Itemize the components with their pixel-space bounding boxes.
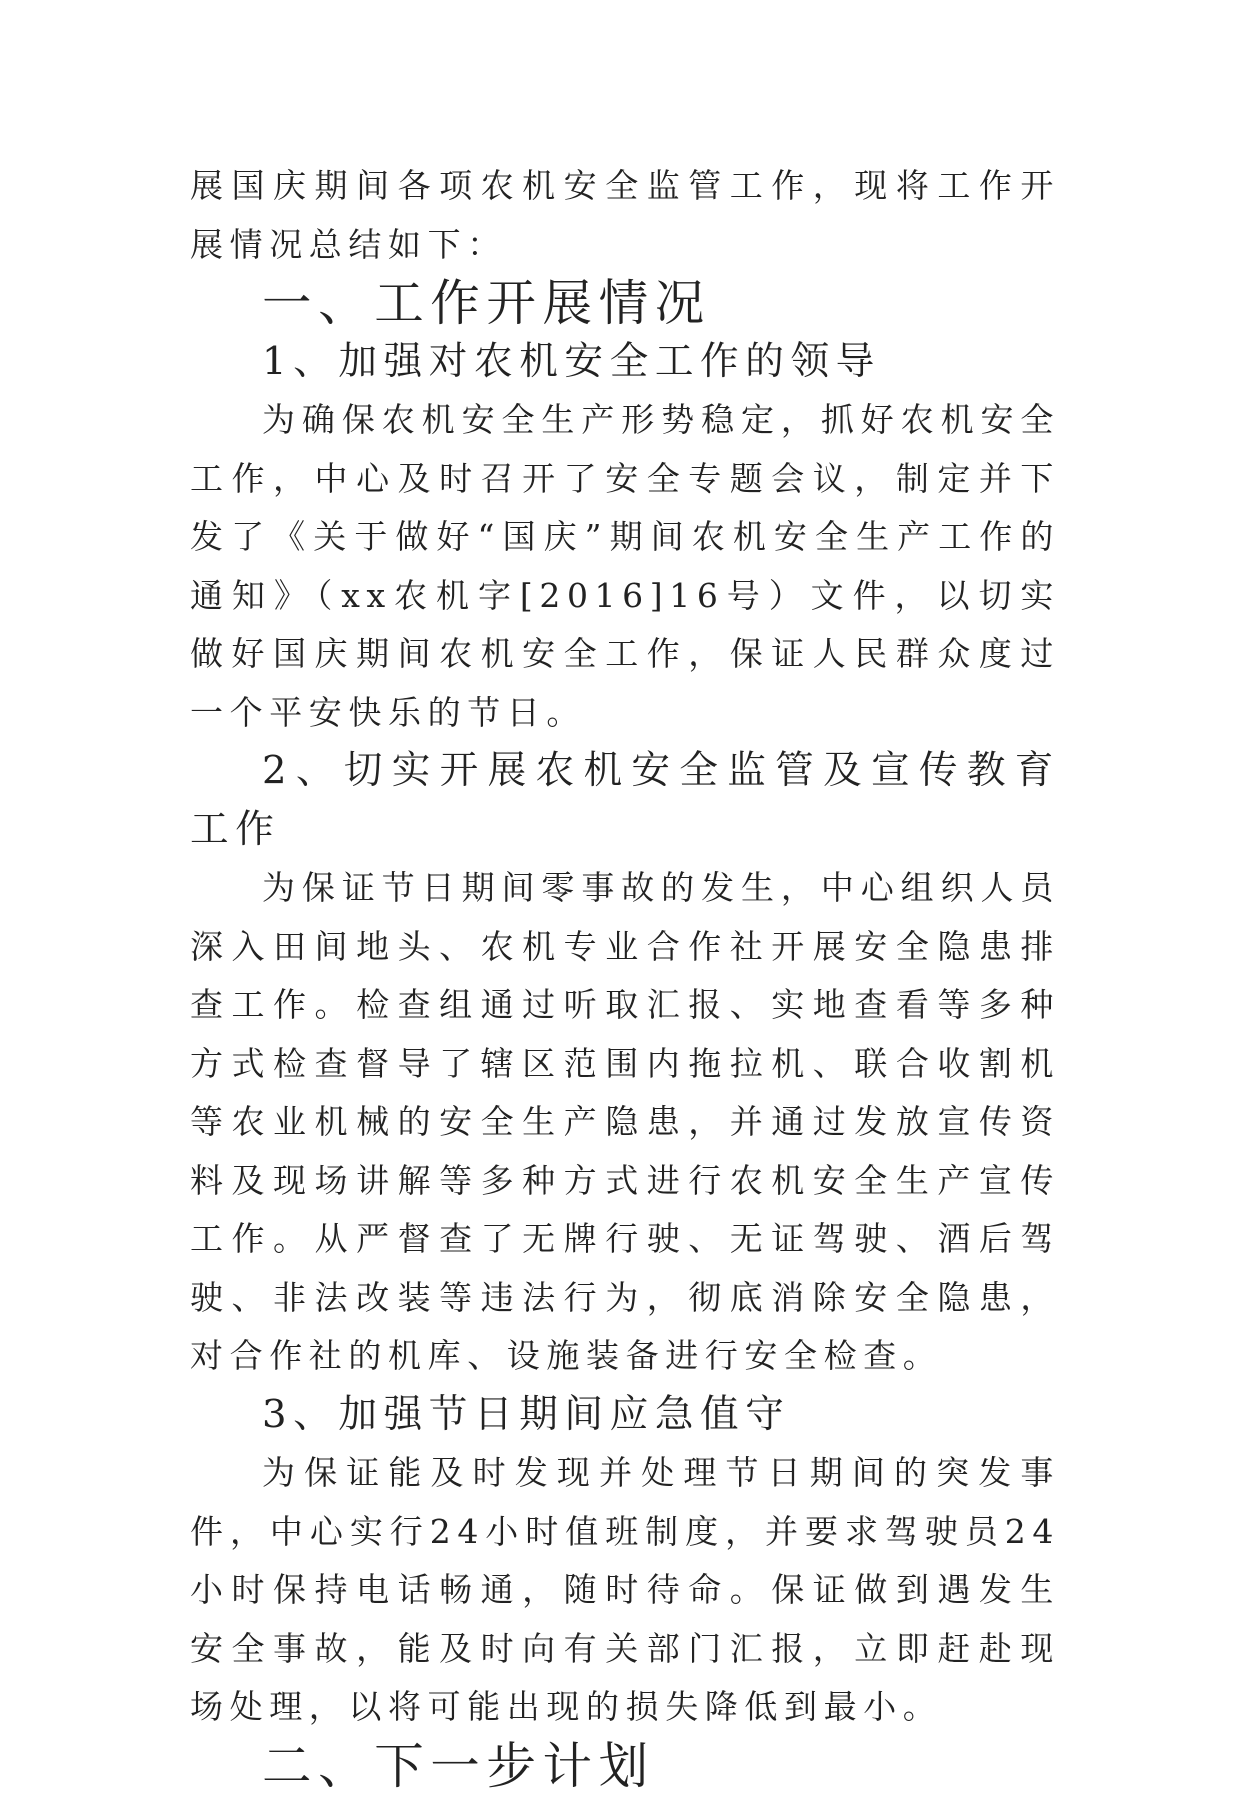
section-heading-next-plan: 二、下一步计划 [190,1737,1060,1795]
subheading-emergency-duty: 3、加强节日期间应急值守 [190,1386,1060,1445]
paragraph-supervision-education: 为保证节日期间零事故的发生，中心组织人员深入田间地头、农机专业合作社开展安全隐患排查工作。检查组通过听取汇报、实地查看等多种方式检查督导了辖区范围内拖拉机、联合收割机等农业机械的安全生产隐患，并通过发放宣传资料及现场讲解等多种方式进行农机安全生产宣传工作。从严督查了无牌行驶、无证驾驶、酒后驾驶、非法改装等违法行为，彻底消除安全隐患，对合作社的机库、设施装备进行安全检查。 [190,859,1060,1386]
subheading-supervision-education: 2、切实开展农机安全监管及宣传教育工作 [190,742,1060,859]
intro-continuation-paragraph: 展国庆期间各项农机安全监管工作，现将工作开展情况总结如下： [190,157,1060,274]
section-heading-work-status: 一、工作开展情况 [190,274,1060,333]
subheading-leadership: 1、加强对农机安全工作的领导 [190,333,1060,392]
paragraph-leadership: 为确保农机安全生产形势稳定，抓好农机安全工作，中心及时召开了安全专题会议，制定并下发了《关于做好“国庆”期间农机安全生产工作的通知》（xx农机字[2016]16号）文件，以切实做好国庆期间农机安全工作，保证人民群众度过一个平安快乐的节日。 [190,391,1060,742]
paragraph-emergency-duty: 为保证能及时发现并处理节日期间的突发事件，中心实行24小时值班制度，并要求驾驶员24小时保持电话畅通，随时待命。保证做到遇发生安全事故，能及时向有关部门汇报，立即赶赴现场处理，以将可能出现的损失降低到最小。 [190,1444,1060,1737]
document-body [190,157,1060,1795]
